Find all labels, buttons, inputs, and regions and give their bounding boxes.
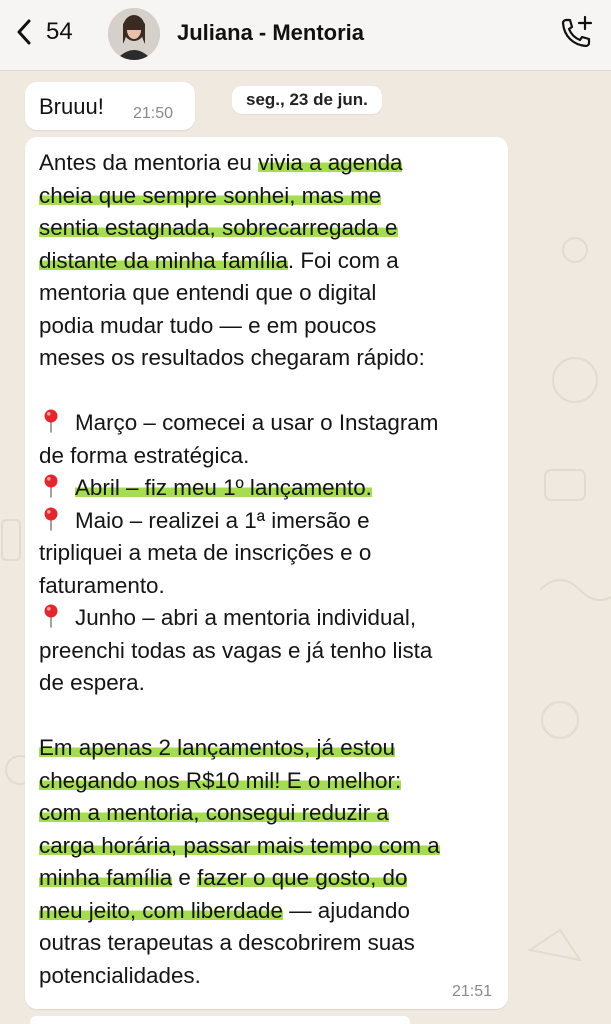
highlighted-text: Em apenas 2 lançamentos, já estou: [39, 735, 395, 760]
highlighted-text: Abril – fiz meu 1º lançamento.: [75, 475, 372, 500]
message-line: [39, 342, 499, 375]
text-segment: potencialidades.: [39, 962, 201, 988]
next-message-bubble: [30, 1016, 410, 1024]
message-line: [39, 732, 499, 765]
message-line: [39, 700, 499, 733]
highlighted-text: carga horária, passar mais tempo com a: [39, 832, 440, 858]
highlighted-text: vivia a agenda: [258, 150, 403, 175]
message-line: [39, 570, 499, 603]
message-line: [39, 147, 499, 180]
add-call-button[interactable]: [556, 14, 596, 59]
highlighted-text: distante da minha família: [39, 247, 288, 273]
round-pushpin-icon: [43, 507, 59, 531]
text-segment: Março – comecei a usar o Instagram: [75, 410, 439, 435]
text-segment: Maio – realizei a 1ª imersão e: [75, 507, 370, 533]
contact-name[interactable]: Juliana - Mentoria: [177, 20, 365, 45]
round-pushpin-icon: [43, 409, 59, 433]
message-text: [39, 147, 499, 992]
message-line: [39, 180, 499, 213]
text-segment: Junho – abri a mentoria individual,: [75, 605, 417, 630]
message-bubble[interactable]: [25, 137, 508, 1009]
message-line: [39, 310, 499, 343]
message-line: [39, 667, 499, 700]
round-pushpin-icon: [43, 474, 59, 498]
message-time: 21:50: [133, 105, 174, 122]
message-line: [39, 245, 499, 278]
back-button[interactable]: [16, 18, 73, 46]
text-segment: . Foi com a: [287, 247, 399, 273]
highlighted-text: minha família: [39, 865, 173, 890]
message-line: [39, 277, 499, 310]
highlighted-text: chegando nos R$10 mil! E o melhor:: [39, 767, 402, 793]
text-segment: meses os resultados chegaram rápido:: [39, 345, 425, 370]
message-line: [39, 537, 499, 570]
message-line: [39, 440, 499, 473]
text-segment: — ajudando: [282, 897, 410, 923]
text-segment: Antes da mentoria eu: [39, 150, 259, 175]
chat-header: [0, 0, 611, 71]
message-line: [39, 407, 499, 440]
message-line: [39, 505, 499, 538]
round-pushpin-icon: [43, 604, 59, 628]
message-line: [39, 375, 499, 408]
message-time: 21:51: [451, 983, 492, 1000]
message-text: Bruuu!: [39, 94, 104, 119]
highlighted-text: fazer o que gosto, do: [197, 865, 408, 890]
highlighted-text: cheia que sempre sonhei, mas me: [39, 182, 382, 208]
message-line: [39, 895, 499, 928]
message-line: [39, 212, 499, 245]
message-line: [39, 960, 499, 993]
highlighted-text: sentia estagnada, sobrecarregada e: [39, 215, 398, 240]
message-line: [39, 862, 499, 895]
message-line: [39, 830, 499, 863]
message-line: [39, 765, 499, 798]
highlighted-text: meu jeito, com liberdade: [39, 897, 283, 923]
text-segment: outras terapeutas a descobrirem suas: [39, 930, 415, 955]
text-segment: tripliquei a meta de inscrições e o: [39, 540, 372, 565]
text-segment: e: [172, 865, 198, 890]
message-line: [39, 472, 499, 505]
message-line: [39, 927, 499, 960]
add-call-icon: [556, 14, 596, 54]
avatar[interactable]: [108, 8, 160, 60]
text-segment: mentoria que entendi que o digital: [39, 280, 377, 305]
text-segment: de forma estratégica.: [39, 442, 250, 468]
message-bubble[interactable]: [25, 82, 195, 130]
date-chip: seg., 23 de jun.: [232, 86, 382, 114]
chevron-left-icon: [16, 19, 32, 45]
text-segment: faturamento.: [39, 572, 165, 598]
message-line: [39, 797, 499, 830]
message-line: [39, 635, 499, 668]
message-line: [39, 602, 499, 635]
unread-count: 54: [46, 18, 73, 45]
text-segment: podia mudar tudo — e em poucos: [39, 312, 377, 338]
text-segment: de espera.: [39, 670, 145, 695]
highlighted-text: com a mentoria, consegui reduzir a: [39, 800, 389, 825]
text-segment: preenchi todas as vagas e já tenho lista: [39, 637, 433, 663]
